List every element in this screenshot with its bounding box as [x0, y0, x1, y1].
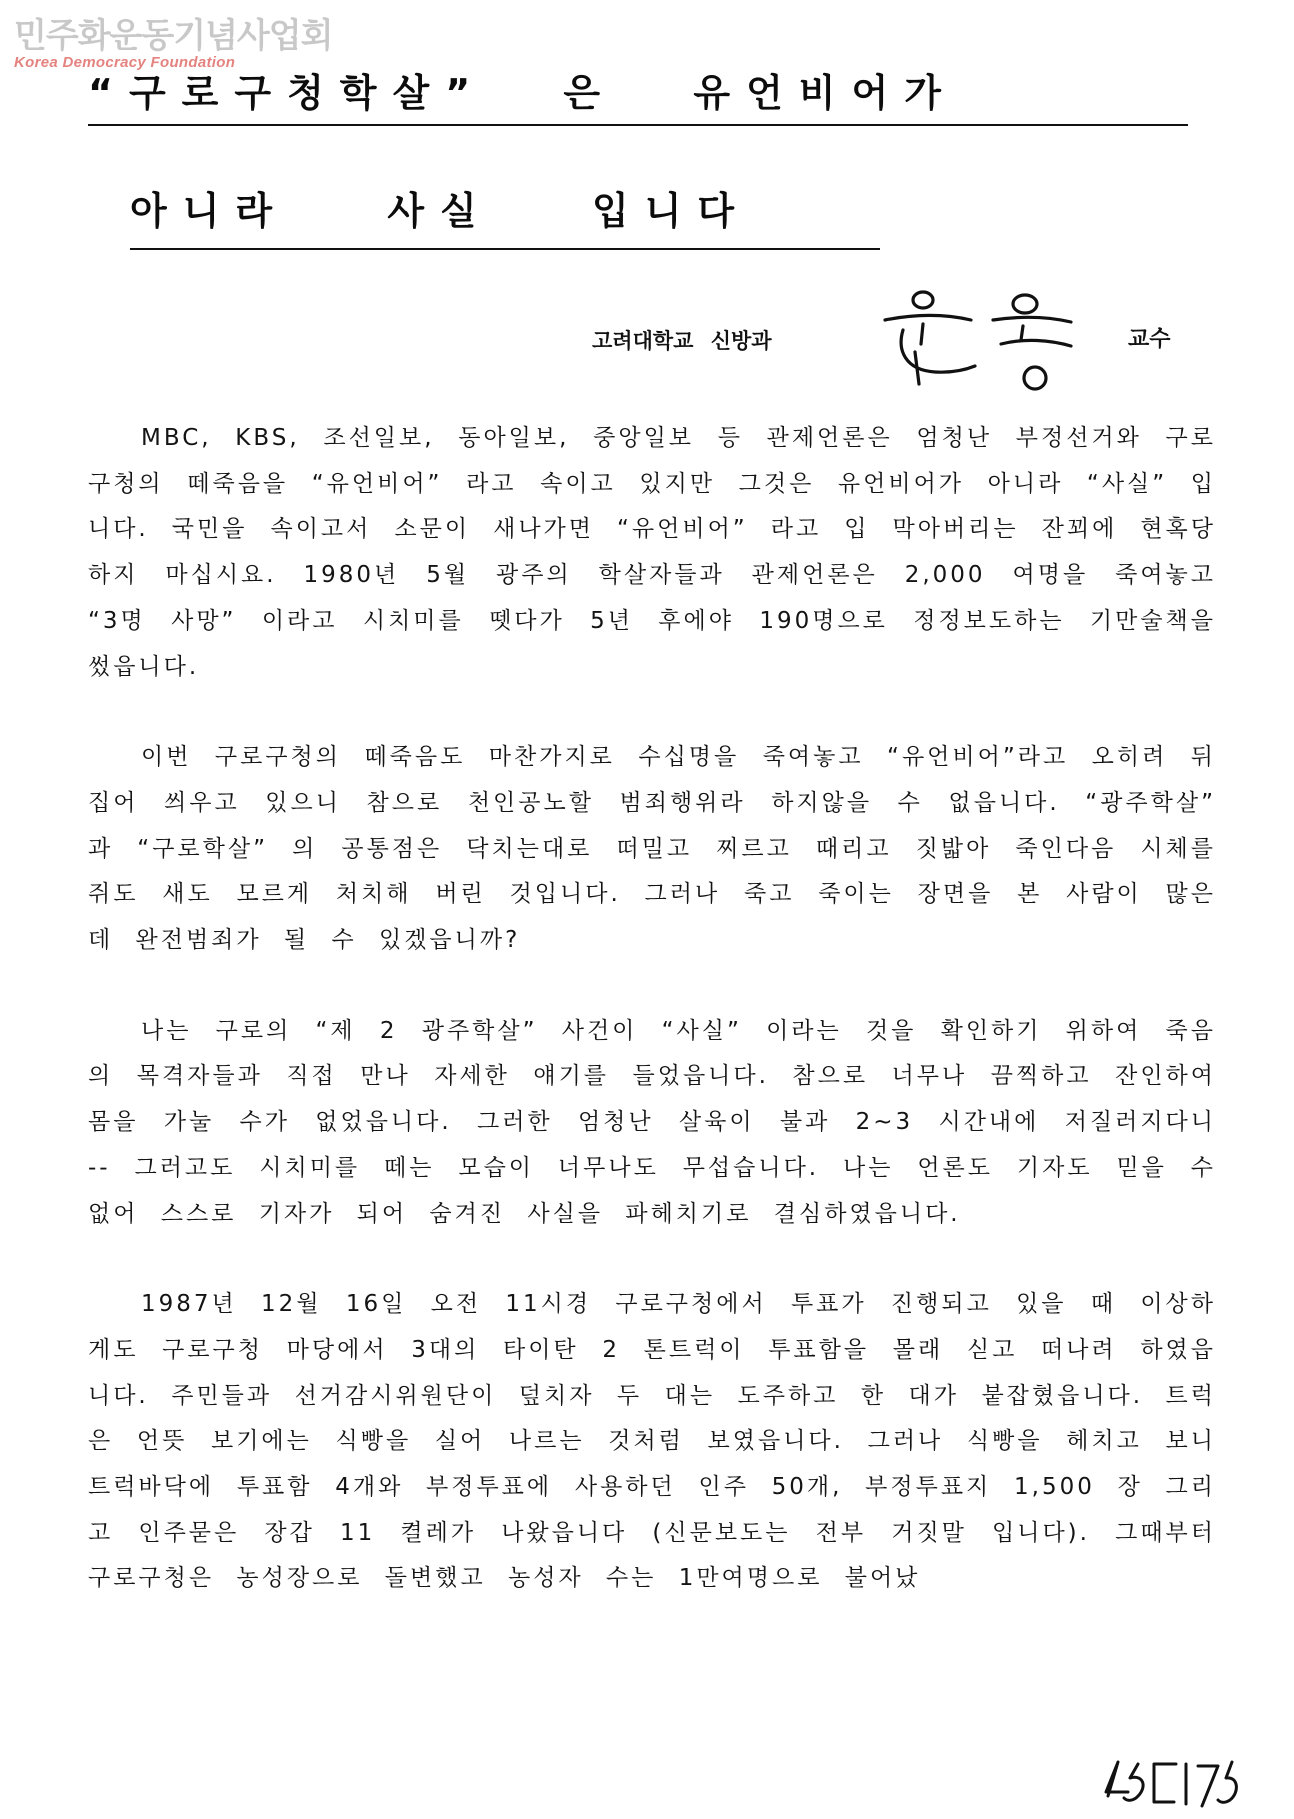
paragraph: 이번 구로구청의 떼죽음도 마찬가지로 수십명을 죽여놓고 “유언비어”라고 오히려 뒤집어 씌우고 있으니 참으로 천인공노할 범죄행위라 하지않을 수 없읍니다. “광주학살” 과 “구로학살” 의 공통점은 닥치는대로 떠밀고 찌르고 때리고 짓밟아 죽인다음 시체를 쥐도 새도 모르게 처치해 버린 것입니다. 그러나 죽고 죽이는 장면을 본 사람이 많은데 완전범죄가 될 수 있겠읍니까?	[88, 744, 1216, 954]
watermark-english: Korea Democracy Foundation	[14, 54, 236, 71]
paragraph: 나는 구로의 “제 2 광주학살” 사건이 “사실” 이라는 것을 확인하기 위하여 죽음의 목격자들과 직접 만나 자세한 얘기를 들었읍니다. 참으로 너무나 끔찍하고 잔인하여 몸을 가눌 수가 없었읍니다. 그러한 엄청난 살육이 불과 2~3 시간내에 저질러지다니 -- 그러고도 시치미를 떼는 모습이 너무나도 무섭습니다. 나는 언론도 기자도 믿을 수 없어 스스로 기자가 되어 숨겨진 사실을 파헤치기로 결심하였읍니다.	[88, 1017, 1216, 1227]
handwritten-signature	[875, 280, 1085, 400]
headline-line-2: 아니라 사실 입니다	[130, 189, 751, 233]
watermark-korean: 민주화운동기념사업회	[14, 16, 333, 56]
byline-title: 교수	[1128, 327, 1171, 352]
headline-underline-2	[130, 248, 880, 250]
headline-underline-1	[88, 124, 1188, 126]
article-body	[88, 416, 1216, 1602]
handwritten-page-code	[1100, 1752, 1240, 1814]
paragraph: 1987년 12월 16일 오전 11시경 구로구청에서 투표가 진행되고 있을 때 이상하게도 구로구청 마당에서 3대의 타이탄 2 톤트럭이 투표함을 몰래 싣고 떠나려 하였읍니다. 주민들과 선거감시위원단이 덮치자 두 대는 도주하고 한 대가 붙잡혔읍니다. 트럭은 언뜻 보기에는 식빵을 실어 나르는 것처럼 보였읍니다. 그러나 식빵을 헤치고 보니 트럭바닥에 투표함 4개와 부정투표에 사용하던 인주 50개, 부정투표지 1,500 장 그리고 인주묻은 장갑 11 켤레가 나왔읍니다 (신문보도는 전부 거짓말 입니다). 그때부터 구로구청은 농성장으로 돌변했고 농성자 수는 1만여명으로 불어났	[88, 1291, 1216, 1592]
byline-affiliation: 고려대학교 신방과	[592, 329, 772, 353]
paragraph: MBC, KBS, 조선일보, 동아일보, 중앙일보 등 관제언론은 엄청난 부정선거와 구로구청의 떼죽음을 “유언비어” 라고 속이고 있지만 그것은 유언비어가 아니라 “사실” 입니다. 국민을 속이고서 소문이 새나가면 “유언비어” 라고 입 막아버리는 잔꾀에 현혹당하지 마십시요. 1980년 5월 광주의 학살자들과 관제언론은 2,000 여명을 죽여놓고 “3명 사망” 이라고 시치미를 뗏다가 5년 후에야 190명으로 정정보도하는 기만술책을 썼읍니다.	[88, 425, 1216, 680]
headline-line-1: “구로구청학살” 은 유언비어가	[88, 71, 957, 115]
